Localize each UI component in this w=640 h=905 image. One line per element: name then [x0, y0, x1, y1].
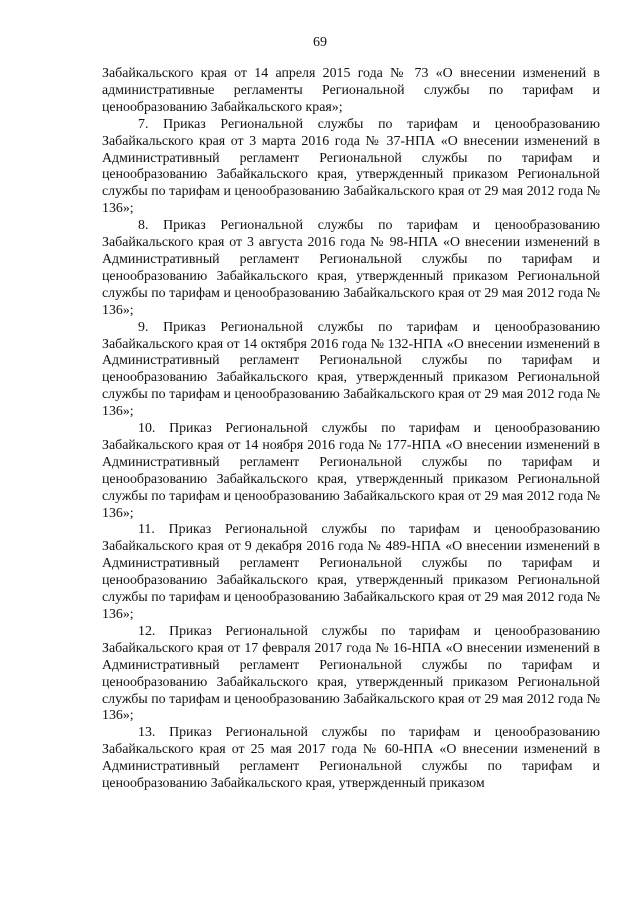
page-number: 69	[313, 35, 327, 50]
list-item-13: 13. Приказ Региональной службы по тарифам и ценообразованию Забайкальского края от 25 мая 2017 года № 60-НПА «О внесении изменений в Административный регламент Региональной службы по тарифам и ценообразованию Забайкальского края, утвержденный приказом	[102, 725, 600, 792]
list-item-8: 8. Приказ Региональной службы по тарифам и ценообразованию Забайкальского края от 3 августа 2016 года № 98-НПА «О внесении изменений в Административный регламент Региональной службы по тарифам и ценообразованию Забайкальского края, утвержденный приказом Региональной службы по тарифам и ценообразованию Забайкальского края от 29 мая 2012 года № 136»;	[102, 218, 600, 318]
document-body	[102, 66, 600, 793]
list-item-10: 10. Приказ Региональной службы по тарифам и ценообразованию Забайкальского края от 14 ноября 2016 года № 177-НПА «О внесении изменений в Административный регламент Региональной службы по тарифам и ценообразованию Забайкальского края, утвержденный приказом Региональной службы по тарифам и ценообразованию Забайкальского края от 29 мая 2012 года № 136»;	[102, 421, 600, 521]
list-item-7: 7. Приказ Региональной службы по тарифам и ценообразованию Забайкальского края от 3 марта 2016 года № 37-НПА «О внесении изменений в Административный регламент Региональной службы по тарифам и ценообразованию Забайкальского края, утвержденный приказом Региональной службы по тарифам и ценообразованию Забайкальского края от 29 мая 2012 года № 136»;	[102, 116, 600, 217]
list-item-12: 12. Приказ Региональной службы по тарифам и ценообразованию Забайкальского края от 17 февраля 2017 года № 16-НПА «О внесении изменений в Административный регламент Региональной службы по тарифам и ценообразованию Забайкальского края, утвержденный приказом Региональной службы по тарифам и ценообразованию Забайкальского края от 29 мая 2012 года № 136»;	[102, 623, 600, 724]
list-item-9: 9. Приказ Региональной службы по тарифам и ценообразованию Забайкальского края от 14 октября 2016 года № 132-НПА «О внесении изменений в Административный регламент Региональной службы по тарифам и ценообразованию Забайкальского края, утвержденный приказом Региональной службы по тарифам и ценообразованию Забайкальского края от 29 мая 2012 года № 136»;	[102, 319, 600, 420]
list-item-11: 11. Приказ Региональной службы по тарифам и ценообразованию Забайкальского края от 9 декабря 2016 года № 489-НПА «О внесении изменений в Административный регламент Региональной службы по тарифам и ценообразованию Забайкальского края, утвержденный приказом Региональной службы по тарифам и ценообразованию Забайкальского края от 29 мая 2012 года № 136»;	[102, 522, 600, 622]
paragraph-continuation: Забайкальского края от 14 апреля 2015 года № 73 «О внесении изменений в административные регламенты Региональной службы по тарифам и ценообразованию Забайкальского края»;	[102, 66, 600, 115]
